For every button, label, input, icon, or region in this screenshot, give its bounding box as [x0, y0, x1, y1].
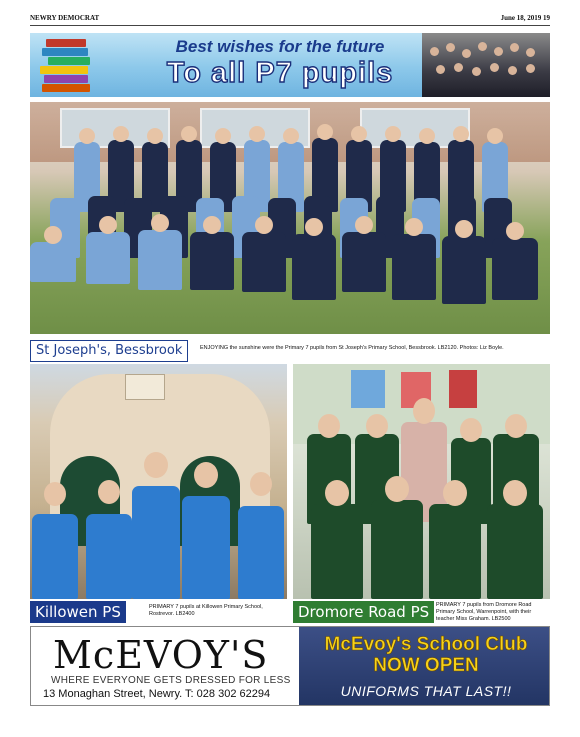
- advert-slogan: UNIFORMS THAT LAST!!: [340, 683, 512, 699]
- stjoseph-group-photo: [30, 102, 550, 334]
- banner-headline-small: Best wishes for the future: [175, 37, 385, 56]
- banner-crowd-photo: [422, 33, 550, 97]
- masthead-rule: [30, 25, 550, 26]
- stjoseph-photo-caption: ENJOYING the sunshine were the Primary 7 pupils from St Joseph's Primary School, Bessbrook. LB2120. Photos: Liz Boyle.: [200, 345, 504, 351]
- dromore-group-photo: [293, 364, 550, 599]
- dromore-photo-caption: PRIMARY 7 pupils from Dromore Road Primary School, Warrenpoint, with their teacher Miss Graham. LB2500: [436, 602, 532, 622]
- banner: [30, 33, 550, 97]
- dromore-section-label: Dromore Road PS: [293, 601, 434, 623]
- banner-headline-large: To all P7 pupils: [166, 57, 394, 89]
- advert-club-title: McEvoy's School Club: [324, 634, 528, 655]
- advert-address: 13 Monaghan Street, Newry. T: 028 302 62294: [43, 688, 271, 700]
- books-icon: [40, 35, 98, 95]
- killowen-section-label: Killowen PS: [30, 601, 126, 623]
- date-page: June 18, 2019 19: [500, 14, 550, 22]
- paper-name: NEWRY DEMOCRAT: [30, 14, 100, 22]
- advert-now-open: NOW OPEN: [373, 655, 479, 676]
- stjoseph-section-label: St Joseph's, Bessbrook: [30, 340, 188, 362]
- killowen-photo-caption: PRIMARY 7 pupils at Killowen Primary School, Rostrevor. LB2400: [149, 604, 263, 617]
- advert-tagline: WHERE EVERYONE GETS DRESSED FOR LESS: [51, 675, 291, 686]
- mcevoys-advert: [30, 626, 550, 706]
- advert-brand-panel: [31, 627, 299, 705]
- killowen-group-photo: [30, 364, 287, 599]
- advert-school-club-panel: [299, 627, 549, 705]
- advert-brand-name: McEVOY'S: [53, 633, 269, 677]
